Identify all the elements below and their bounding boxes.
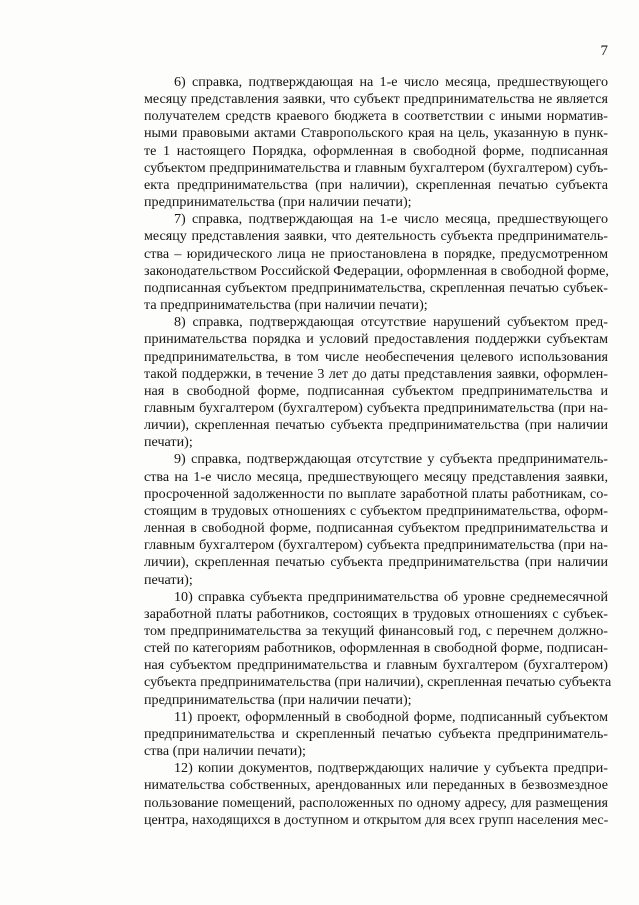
text-line: главным бухгалтером (бухгалтером) субъекта предпринимательства (при на- [144, 399, 608, 416]
list-item [114, 451, 608, 588]
text-line: том предпринимательства за текущий финансовый год, с перечнем должно- [144, 623, 608, 639]
text-line: печати); [144, 571, 193, 588]
text-line: ными правовыми актами Ставропольского края на цель, указанную в пунк- [144, 125, 608, 142]
text-line: месяцу представления заявки, что субъект предпринимательства не является [144, 91, 608, 108]
text-line: предпринимательства (при наличии печати); [144, 194, 412, 211]
text-line: ная в свободной форме, подписанная субъектом предпринимательства и [144, 382, 608, 399]
text-line: субъектом предпринимательства и главным бухгалтером (бухгалтером) субъ- [144, 159, 608, 176]
text-line: 6) справка, подтверждающая на 1-е число месяца, предшествующего [174, 74, 608, 90]
list-item [114, 709, 608, 760]
text-line: ная субъектом предпринимательства и главным бухгалтером (бухгалтером) [144, 657, 608, 674]
text-line: предпринимательства и скрепленный печатью субъекта предприниматель- [144, 725, 608, 742]
page-number: 7 [600, 43, 608, 59]
text-line: главным бухгалтером (бухгалтером) субъекта предпринимательства (при на- [144, 537, 608, 554]
text-line: подписанная субъектом предпринимательства, скрепленная печатью субъек- [144, 279, 608, 296]
text-line: законодательством Российской Федерации, оформленная в свободной форме, [144, 262, 609, 279]
text-line: ства (при наличии печати); [144, 743, 306, 760]
text-line: 12) копии документов, подтверждающих наличие у субъекта предпри- [174, 760, 608, 777]
text-line: ства – юридического лица не приостановлена в порядке, предусмотренном [144, 245, 608, 262]
list-item [114, 314, 608, 451]
list-item [114, 211, 608, 314]
body-text [114, 74, 612, 829]
text-line: принимательства порядка и условий предоставления поддержки субъектам [144, 331, 608, 348]
text-line: личии), скрепленная печатью субъекта предпринимательства (при наличии [144, 554, 608, 571]
text-line: стоящим в трудовых отношениях с субъектом предпринимательства, оформ- [144, 502, 608, 519]
text-line: екта предпринимательства (при наличии), скрепленная печатью субъекта [144, 176, 608, 193]
text-line: нимательства собственных, арендованных или переданных в безвозмездное [144, 777, 608, 794]
text-line: 7) справка, подтверждающая на 1-е число месяца, предшествующего [174, 211, 608, 228]
text-line: заработной платы работников, состоящих в трудовых отношениях с субъек- [144, 605, 608, 622]
text-line: личии), скрепленная печатью субъекта предпринимательства (при наличии [144, 417, 608, 434]
text-line: предпринимательства, в том числе необеспечения целевого использования [144, 348, 608, 365]
list-item [114, 588, 612, 709]
text-line: пользование помещений, расположенных по одному адресу, для размещения [144, 794, 608, 811]
text-line: просроченной задолженности по выплате заработной платы работникам, со- [144, 485, 608, 502]
text-line: такой поддержки, в течение 3 лет до даты представления заявки, оформлен- [144, 365, 608, 382]
text-line: предпринимательства (при наличии печати); [144, 691, 412, 708]
text-line: 8) справка, подтверждающая отсутствие нарушений субъектом пред- [174, 314, 608, 331]
list-item [114, 760, 608, 829]
text-line: получателем средств краевого бюджета в соответствии с иными норматив- [144, 108, 608, 125]
text-line: те 1 настоящего Порядка, оформленная в свободной форме, подписанная [144, 142, 608, 159]
text-line: месяцу представления заявки, что деятельность субъекта предприниматель- [144, 228, 608, 245]
text-line: субъекта предпринимательства (при наличии), скрепленная печатью субъекта [144, 674, 612, 691]
text-line: центра, находящихся в доступном и открытом для всех групп населения мес- [144, 811, 609, 828]
list-item [114, 74, 608, 211]
text-line: 10) справка субъекта предпринимательства об уровне среднемесячной [174, 588, 608, 605]
text-line: 9) справка, подтверждающая отсутствие у субъекта предприниматель- [174, 451, 608, 468]
text-line: печати); [144, 434, 193, 451]
text-line: стей по категориям работников, оформленная в свободной форме, подписан- [144, 640, 608, 657]
text-line: ства на 1-е число месяца, предшествующего месяцу представления заявки, [144, 468, 608, 485]
text-line: та предпринимательства (при наличии печати); [144, 297, 428, 314]
text-line: ленная в свободной форме, подписанная субъектом предпринимательства и [144, 520, 608, 537]
text-line: 11) проект, оформленный в свободной форме, подписанный субъектом [174, 708, 608, 725]
